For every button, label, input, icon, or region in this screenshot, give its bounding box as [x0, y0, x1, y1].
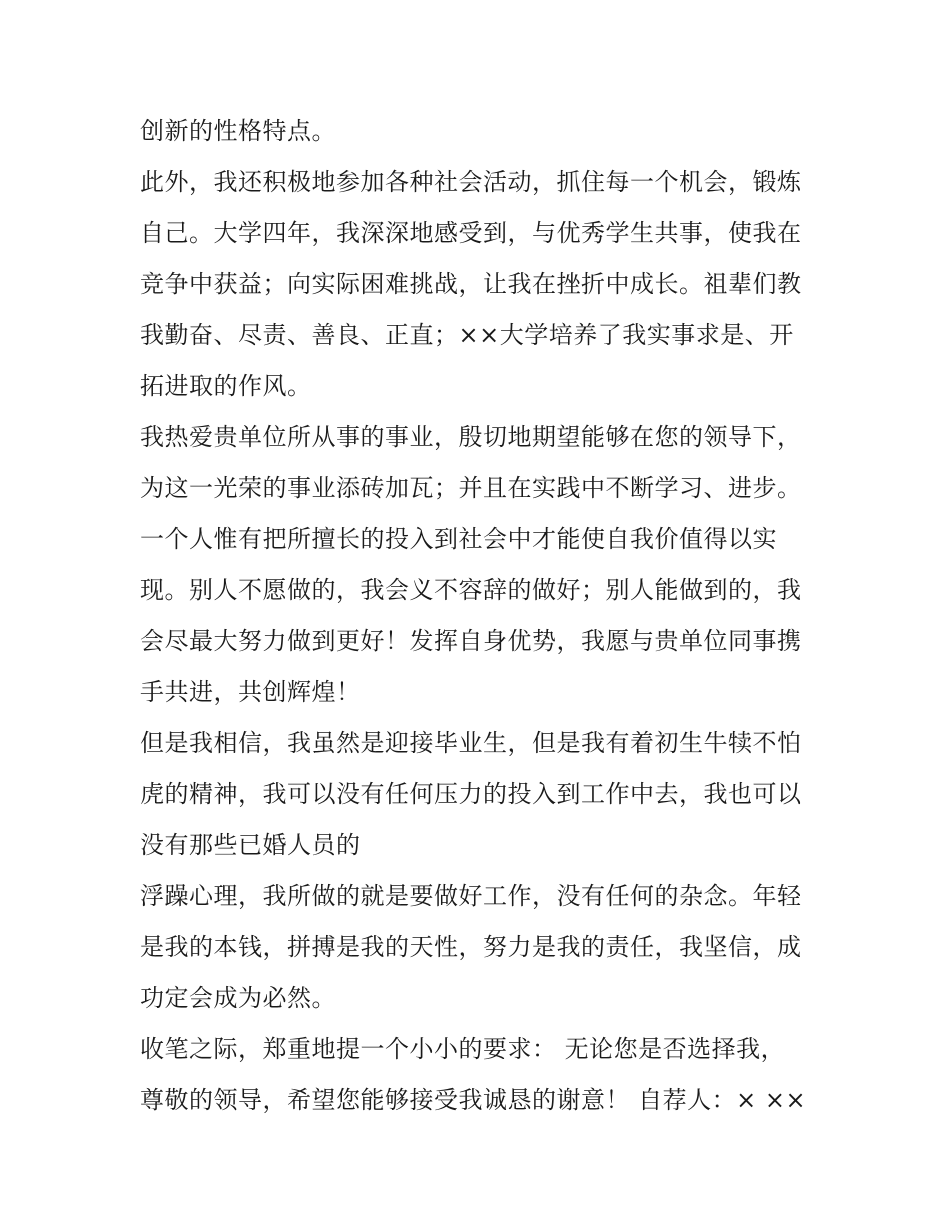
- text-line: 功定会成为必然。: [140, 984, 336, 1012]
- text-line: 我勤奋、尽责、善良、正直；××大学培养了我实事求是、开: [140, 321, 794, 349]
- text-line: 拓进取的作风。: [140, 372, 312, 400]
- text-line: 没有那些已婚人员的: [140, 831, 361, 859]
- signature-line: 尊敬的领导，希望您能够接受我诚恳的谢意！ 自荐人：× ××: [140, 1086, 807, 1114]
- text-line: 竞争中获益；向实际困难挑战，让我在挫折中成长。祖辈们教: [140, 270, 802, 298]
- text-line: 此外，我还积极地参加各种社会活动，抓住每一个机会，锻炼: [140, 168, 802, 196]
- text-line: 但是我相信，我虽然是迎接毕业生，但是我有着初生牛犊不怕: [140, 729, 802, 757]
- text-line: 收笔之际，郑重地提一个小小的要求： 无论您是否选择我，: [140, 1035, 786, 1063]
- text-line: 手共进，共创辉煌！: [140, 678, 361, 706]
- text-line: 创新的性格特点。: [140, 117, 336, 145]
- text-line: 浮躁心理，我所做的就是要做好工作，没有任何的杂念。年轻: [140, 882, 802, 910]
- text-line: 会尽最大努力做到更好！发挥自身优势，我愿与贵单位同事携: [140, 627, 802, 655]
- text-line: 虎的精神，我可以没有任何压力的投入到工作中去，我也可以: [140, 780, 802, 808]
- text-line: 是我的本钱，拼搏是我的天性，努力是我的责任，我坚信，成: [140, 933, 802, 961]
- text-line: 自己。大学四年，我深深地感受到，与优秀学生共事，使我在: [140, 219, 802, 247]
- text-line: 现。别人不愿做的，我会义不容辞的做好；别人能做到的，我: [140, 576, 802, 604]
- text-line: 一个人惟有把所擅长的投入到社会中才能使自我价值得以实: [140, 525, 777, 553]
- letter-body: [140, 106, 830, 1126]
- text-line: 我热爱贵单位所从事的事业，殷切地期望能够在您的领导下，: [140, 423, 802, 451]
- text-line: 为这一光荣的事业添砖加瓦；并且在实践中不断学习、进步。: [140, 474, 802, 502]
